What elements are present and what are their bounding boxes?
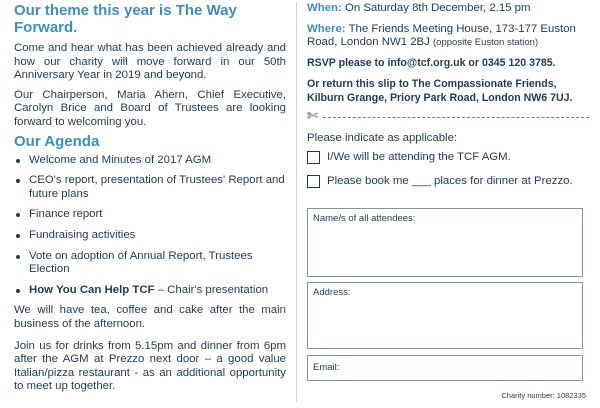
email-field[interactable] [307,355,583,381]
cut-line [307,110,589,124]
chairperson-paragraph: Our Chairperson, Maria Ahern, Chief Executive, Carolyn Brice and Board of Trustees are looking forward to welcoming you. [14,88,286,128]
agenda-item-help-bold: How You Can Help TCF [29,283,155,296]
agenda-item: Vote on adoption of Annual Report, Trustees Election [14,250,286,277]
theme-heading: Our theme this year is The Way Forward. [14,2,237,36]
tea-paragraph: We will have tea, coffee and cake after the main business of the afternoon. [14,304,286,330]
indicate-text: Please indicate as applicable: [307,132,458,144]
when-label: When: [307,2,342,14]
where-label: Where: [307,22,346,35]
when-text: On Saturday 8th December, 2.15 pm [341,2,531,14]
dinner-checkbox[interactable] [307,175,320,188]
right-column [307,2,589,190]
attending-checkbox[interactable] [307,151,320,164]
where-text: The Friends Meeting House, 173-177 Euston Road, London NW1 2BJ [307,22,576,49]
address-field-label: Address: [313,287,351,298]
address-field[interactable] [307,282,583,349]
column-divider [296,2,297,402]
names-field[interactable] [307,208,583,277]
agenda-item-help-rest: – Chair's presentation [154,283,269,296]
drinks-paragraph: Join us for drinks from 5.15pm and dinner from 6pm after the AGM at Prezzo next door – a good value Italian/pizza restaurant - as an additional opportunity to meet up together. [14,339,286,393]
where-line [307,23,589,50]
agenda-item: Finance report [14,208,286,222]
agenda-heading: Our Agenda [14,132,100,150]
attending-label: I/We will be attending the TCF AGM. [327,151,511,163]
email-field-label: Email: [313,362,340,373]
agenda-item-help [14,284,286,298]
when-line [307,2,589,16]
rsvp-line: RSVP please to info@tcf.org.uk or 0345 120 3785. [307,56,556,69]
agenda-item: CEO's report, presentation of Trustees' Report and future plans [14,174,286,201]
names-field-label: Name/s of all attendees: [313,213,416,224]
dashed-cut-line [323,117,589,118]
dinner-option[interactable] [307,174,589,190]
agenda-item: Welcome and Minutes of 2017 AGM [14,154,286,168]
where-note: (opposite Euston station) [433,37,539,49]
charity-number: Charity number: 1082335 [501,391,586,400]
return-slip-line: Or return this slip to The Compassionate Friends, Kilburn Grange, Priory Park Road, London NW6 7UJ. [307,78,573,104]
intro-paragraph: Come and hear what has been achieved already and how our charity will move forward in our 50th Anniversary Year in 2019 and beyond. [14,42,286,82]
scissors-icon: ✄ [307,108,318,123]
dinner-label: Please book me ___ places for dinner at Prezzo. [327,175,573,187]
left-column [14,2,286,394]
agenda-item: Fundraising activities [14,229,286,243]
agenda-list [14,154,286,298]
attending-option[interactable] [307,150,589,166]
